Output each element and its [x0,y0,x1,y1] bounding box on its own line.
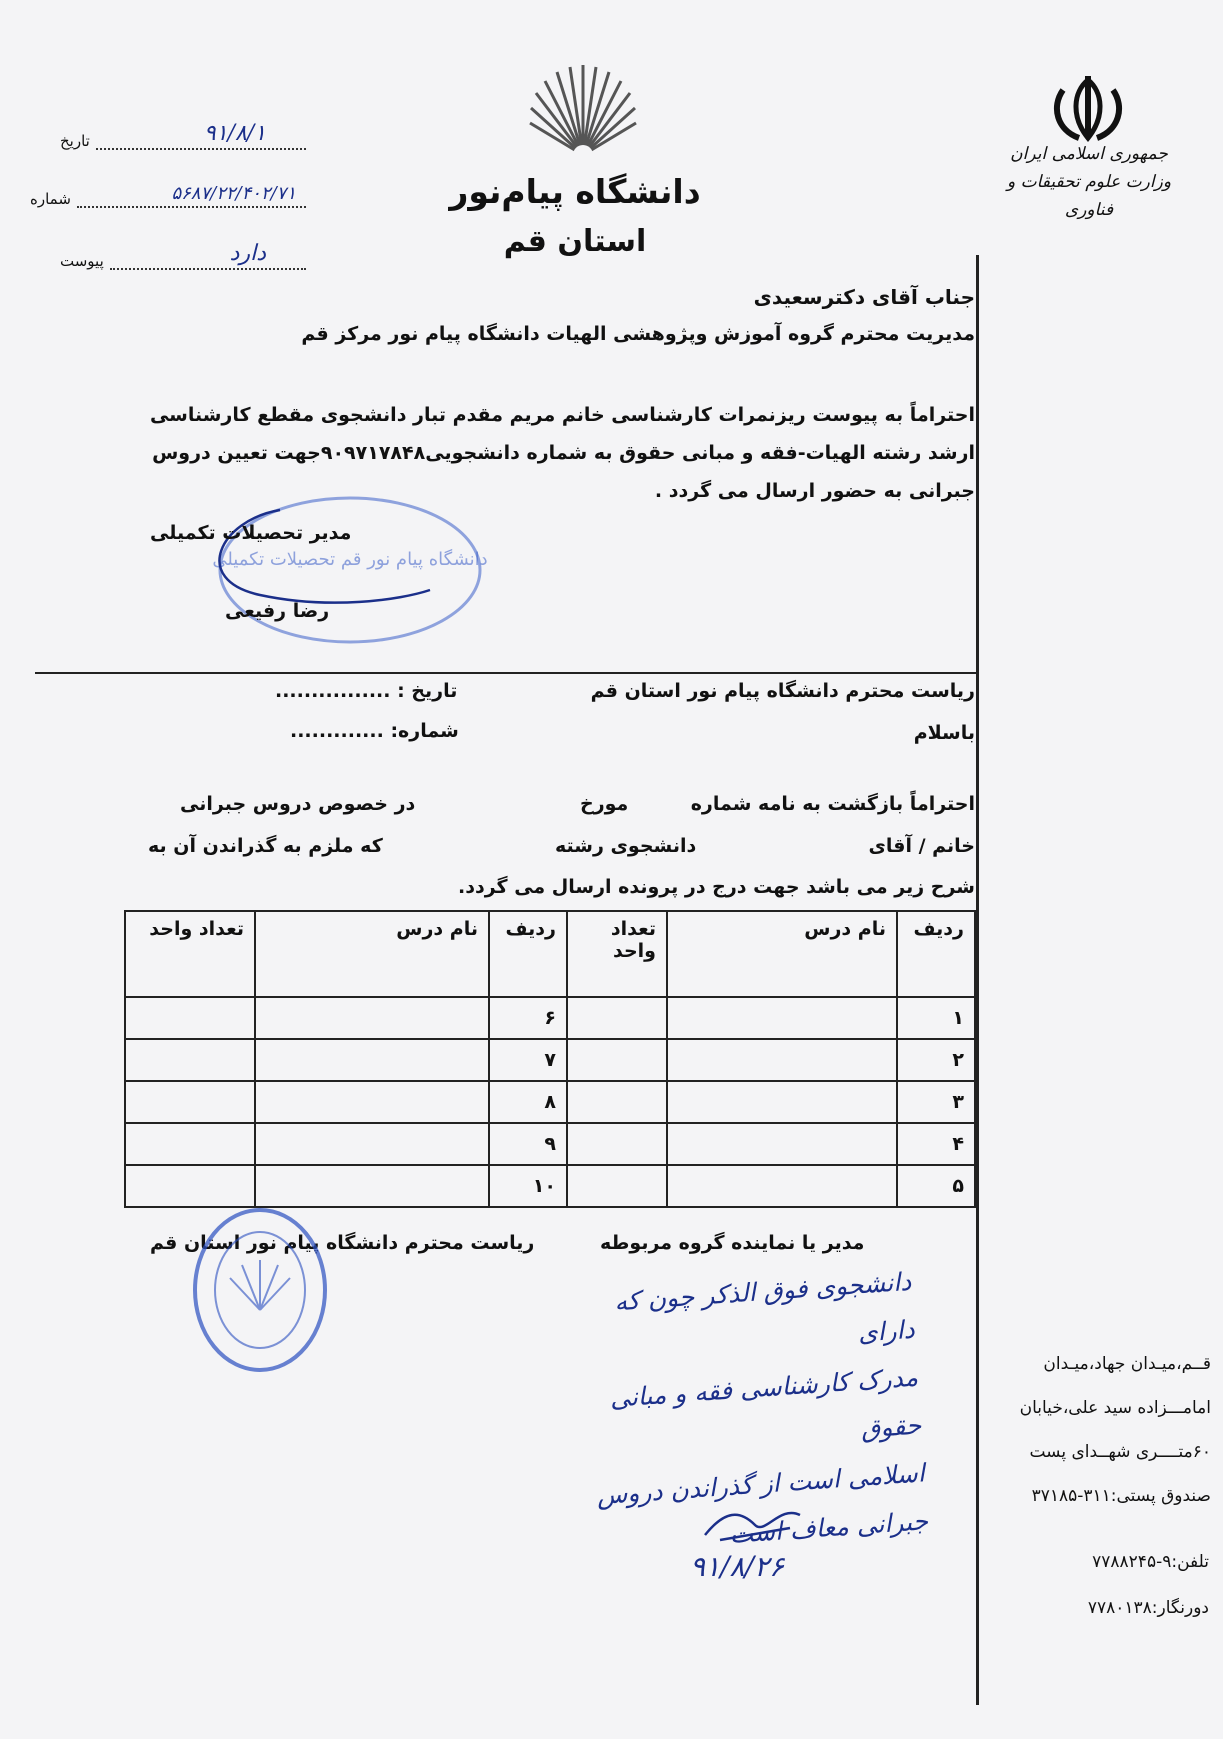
university-province: استان قم [503,224,647,259]
table-row [125,1081,975,1123]
header-row-number: ردیف [897,911,975,997]
meta-attachment-row [60,241,306,270]
section-divider [35,672,979,674]
reply-line1-dated: مورخ [580,793,629,815]
graduate-office-stamp [200,470,490,670]
course-cell [255,1039,489,1081]
table-header-row [125,911,975,997]
university-name: دانشگاه پیام‌نور [449,172,701,211]
units-cell [125,1081,255,1123]
units-cell [567,1123,667,1165]
letter-body: احتراماً به پیوست ریزنمرات کارشناسی خانم مریم مقدم تبار دانشجوی مقطع کارشناسی ارشد رشته الهیات-فقه و مبانی حقوق به شماره دانشجویی۹۰۹۷۱۷۸۴۸جهت تعیین دروس جبرانی به حضور ارسال می گردد . [149,404,975,502]
course-cell [667,1081,897,1123]
date-label: تاریخ [60,132,90,150]
row-number: ۶ [489,997,567,1039]
reply-number-field: شماره: ............. [290,720,459,742]
stamp-text: دانشگاه پیام نور قم تحصیلات تکمیلی [212,549,488,570]
course-cell [255,1081,489,1123]
margin-divider [976,255,979,1705]
date-dots [96,121,306,150]
address-line: ۶۰متــــری شهــدای پست [1029,1442,1211,1462]
row-number: ۵ [897,1165,975,1207]
reply-line1-subject: در خصوص دروس جبرانی [180,793,416,815]
addressee-name: جناب آقای دکترسعیدی [753,285,975,309]
row-number: ۴ [897,1123,975,1165]
header-course-name: نام درس [255,911,489,997]
reply-addressee: ریاست محترم دانشگاه پیام نور استان قم [590,680,975,702]
row-number: ۸ [489,1081,567,1123]
address-line: صندوق پستی:۳۱۱-۳۷۱۸۵ [1031,1486,1211,1506]
units-cell [567,997,667,1039]
ministry-text: وزارت علوم تحقیقات و فناوری [1006,172,1172,220]
course-cell [667,1165,897,1207]
republic-text: جمهوری اسلامی ایران [1010,144,1168,164]
units-cell [567,1039,667,1081]
reply-date-field: تاریخ : ................ [275,680,458,702]
meta-date-row [60,121,306,150]
number-dots [77,183,306,208]
course-cell [667,1123,897,1165]
units-cell [567,1165,667,1207]
attachment-dots [110,241,306,270]
row-number: ۱ [897,997,975,1039]
address-block [981,1342,1211,1518]
signer-name: رضا رفیعی [225,600,330,622]
course-cell [255,997,489,1039]
course-cell [667,1039,897,1081]
course-cell [255,1123,489,1165]
header-course-name: نام درس [667,911,897,997]
address-line: قــم،میـدان جهاد،میـدان [1043,1354,1211,1374]
table-row [125,1039,975,1081]
signer-title: مدیر تحصیلات تکمیلی [150,522,352,544]
handwritten-note-line: مدرک کارشناسی فقه و مبانی حقوق [608,1362,923,1444]
units-cell [567,1081,667,1123]
row-number: ۲ [897,1039,975,1081]
number-label: شماره [30,190,71,208]
header-units: تعداد واحد [125,911,255,997]
date-value: ۹۱/۸/۱ [203,121,266,146]
handwritten-note-line: اسلامی است از گذراندن دروس [595,1458,926,1511]
row-number: ۳ [897,1081,975,1123]
header-row-number: ردیف [489,911,567,997]
units-cell [125,1123,255,1165]
ministry-heading [989,140,1189,224]
row-number: ۷ [489,1039,567,1081]
reply-line1-start: احتراماً بازگشت به نامه شماره [690,793,975,815]
reply-line2-salutation: خانم / آقای [868,835,975,857]
university-stamp [180,1200,330,1380]
attachment-value: دارد [229,241,266,266]
meta-number-row [30,183,306,208]
fax-number: دورنگار:۷۷۸۰۱۳۸ [1087,1598,1209,1618]
units-cell [125,997,255,1039]
reply-line3: شرح زیر می باشد جهت درج در پرونده ارسال می گردد. [458,876,975,898]
payame-noor-logo-icon [528,60,638,160]
reply-greeting: باسلام [913,722,975,744]
row-number: ۹ [489,1123,567,1165]
table-row [125,997,975,1039]
iran-emblem-icon [1043,72,1133,147]
number-value: ۵۶۸۷/۲۲/۴۰۲/۷۱ [171,183,296,204]
reply-line2-field: دانشجوی رشته [555,835,697,857]
reply-line2-obligation: که ملزم به گذراندن آن به [148,835,383,857]
addressee-title: مدیریت محترم گروه آموزش وپژوهشی الهیات دانشگاه پیام نور مرکز قم [301,323,975,345]
university-head-label: ریاست محترم دانشگاه پیام نور استان قم [150,1232,535,1254]
row-number: ۱۰ [489,1165,567,1207]
address-line: امامـــزاده سید علی،خیابان [1019,1398,1211,1418]
header-units: تعداد واحد [567,911,667,997]
phone-number: تلفن:۹-۷۷۸۸۲۴۵ [1092,1552,1209,1572]
handwritten-date: ۹۱/۸/۲۶ [690,1550,785,1583]
group-representative-label: مدیر یا نماینده گروه مربوطه [600,1232,865,1254]
handwritten-signature [700,1500,810,1550]
units-cell [125,1039,255,1081]
compensatory-courses-table [126,910,976,1197]
handwritten-note-line: دانشجوی فوق الذکر چون که دارای [613,1266,916,1348]
handwritten-note-line: جبرانی معاف است [728,1506,929,1549]
table-row [125,1123,975,1165]
attachment-label: پیوست [60,252,104,270]
course-cell [667,997,897,1039]
